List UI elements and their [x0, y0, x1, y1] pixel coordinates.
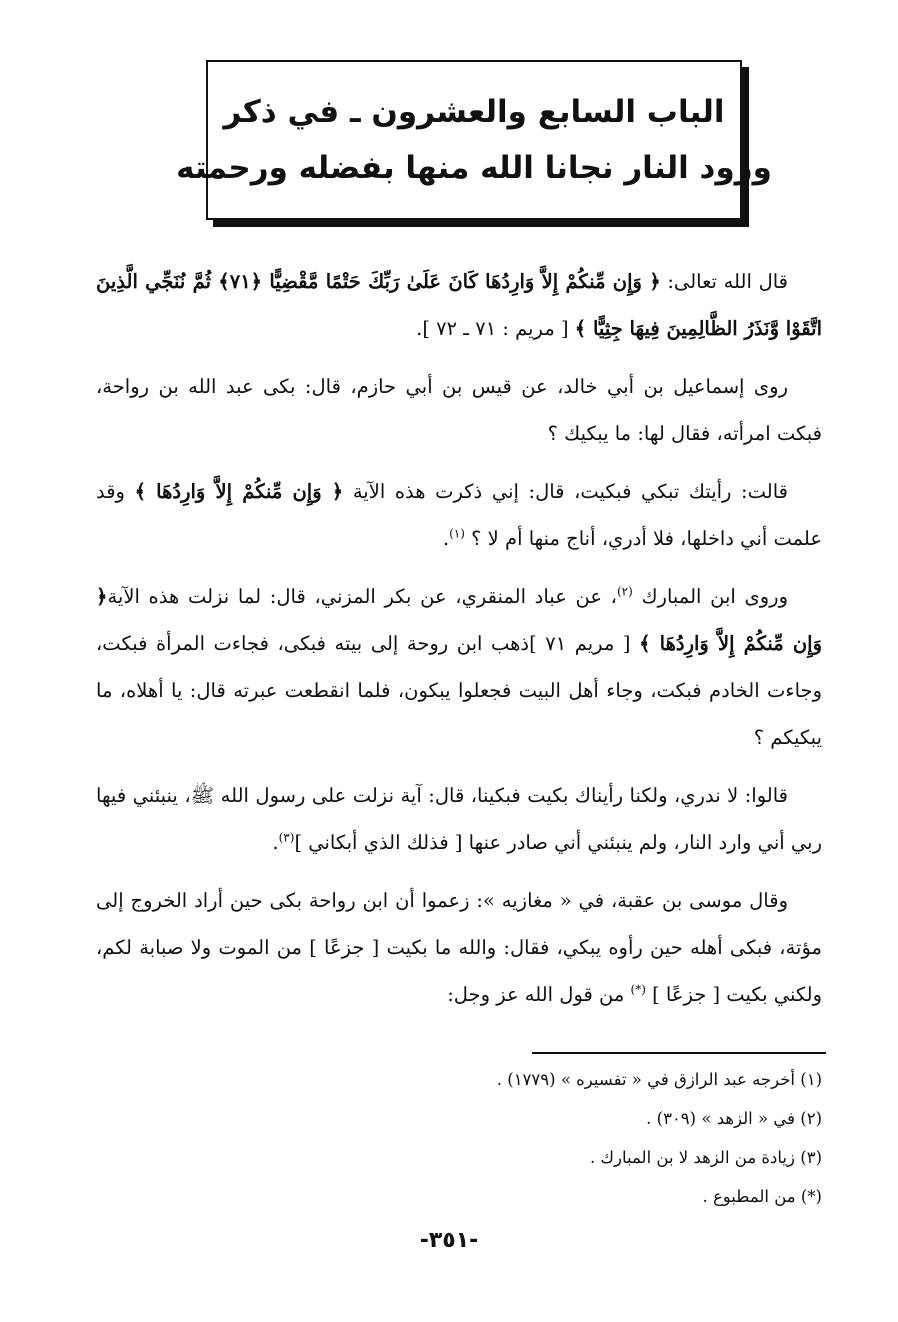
footnote-marker: (٢)	[616, 584, 633, 599]
paragraph-text: قالت: رأيتك تبكي فبكيت، قال: إني ذكرت هذه الآية	[343, 480, 788, 503]
footnote-marker: (١)	[449, 526, 465, 541]
chapter-title-line-2: ورود النار نجانا الله منها بفضله ورحمته	[176, 150, 772, 186]
footnote-marker: (٣)	[278, 830, 295, 845]
paragraph-narration-5	[96, 877, 822, 1018]
chapter-title-line-1: الباب السابع والعشرون ـ في ذكر	[223, 94, 725, 130]
main-text	[96, 258, 822, 1029]
footnote-marker: (*)	[630, 982, 646, 997]
footnote-1: (١) أخرجه عبد الرازق في « تفسيره » (١٧٧٩) .	[496, 1070, 822, 1089]
paragraph-narration-2	[96, 468, 822, 562]
paragraph-text: .	[272, 831, 279, 854]
paragraph-intro: قال الله تعالى:	[660, 270, 788, 293]
paragraph-text: .	[442, 527, 450, 550]
paragraph-narration-3	[96, 573, 822, 761]
paragraph-text: روى إسماعيل بن أبي خالد، عن قيس بن أبي حازم، قال: بكى عبد الله بن رواحة، فبكت امرأته، فقال لها: ما يبكيك ؟	[96, 375, 822, 445]
paragraph-text: وروى ابن المبارك	[632, 585, 788, 608]
surah-reference: [ مريم : ٧١ ـ ٧٢ ].	[416, 317, 575, 340]
paragraph-narration-1	[96, 363, 822, 457]
footnote-3: (٣) زيادة من الزهد لا بن المبارك .	[589, 1148, 822, 1167]
quran-verse: ﴿ وَإِن مِّنكُمْ إِلاَّ وَارِدُهَا كَانَ عَلَىٰ رَبِّكَ حَتْمًا مَّقْضِيًّا ﴿٧١﴾ ثُمَّ نُنَجِّي الَّذِينَ اتَّقَوْا وَّنَذَرُ الظَّالِمِينَ فِيهَا جِثِيًّا ﴾	[96, 270, 822, 340]
paragraph-text: من قول الله عز وجل:	[447, 983, 631, 1006]
paragraph-text: قالوا: لا ندري، ولكنا رأيناك بكيت فبكينا، قال: آية نزلت على رسول الله ﷺ، ينبئني فيها ربي أني وارد النار، ولم ينبئني أني صادر عنها [ فذلك الذي أبكاني ]	[96, 784, 822, 854]
paragraph-text: وقال موسى بن عقبة، في « مغازيه »: زعموا أن ابن رواحة بكى حين أراد الخروج إلى مؤتة، فبكى أهله حين رأوه يبكي، فقال: والله ما بكيت [ جزعًا ] من الموت ولا صبابة لكم، ولكني بكيت [ جزعًا ]	[96, 889, 822, 1006]
paragraph-narration-4	[96, 772, 822, 866]
footnote-divider	[532, 1052, 826, 1054]
paragraph-text: وقد علمت أني داخلها، فلا أدري، أناج منها أم لا ؟	[96, 480, 822, 550]
quran-verse: ﴿ وَإِن مِّنكُمْ إِلاَّ وَارِدُهَا ﴾	[96, 585, 822, 655]
paragraph-text: [ مريم ٧١ ]ذهب ابن روحة إلى بيته فبكى، فجاءت المرأة فبكت، وجاءت الخادم فبكت، وجاء أهل البيت فجعلوا يبكون، فلما انقطعت عبرته قال: يا أهلاه، ما يبكيكم ؟	[96, 632, 822, 749]
footnote-2: (٢) في « الزهد » (٣٠٩) .	[646, 1109, 822, 1128]
footnote-4: (*) من المطبوع .	[702, 1187, 822, 1206]
quran-verse: ﴿ وَإِن مِّنكُمْ إِلاَّ وَارِدُهَا ﴾	[134, 480, 344, 503]
page-number: -٣٥١-	[419, 1228, 479, 1253]
paragraph-quran-verse	[96, 258, 822, 352]
footnotes	[96, 1060, 822, 1216]
paragraph-text: ، عن عباد المنقري، عن بكر المزني، قال: لما نزلت هذه الآية	[107, 585, 617, 608]
chapter-title-box	[176, 60, 772, 220]
